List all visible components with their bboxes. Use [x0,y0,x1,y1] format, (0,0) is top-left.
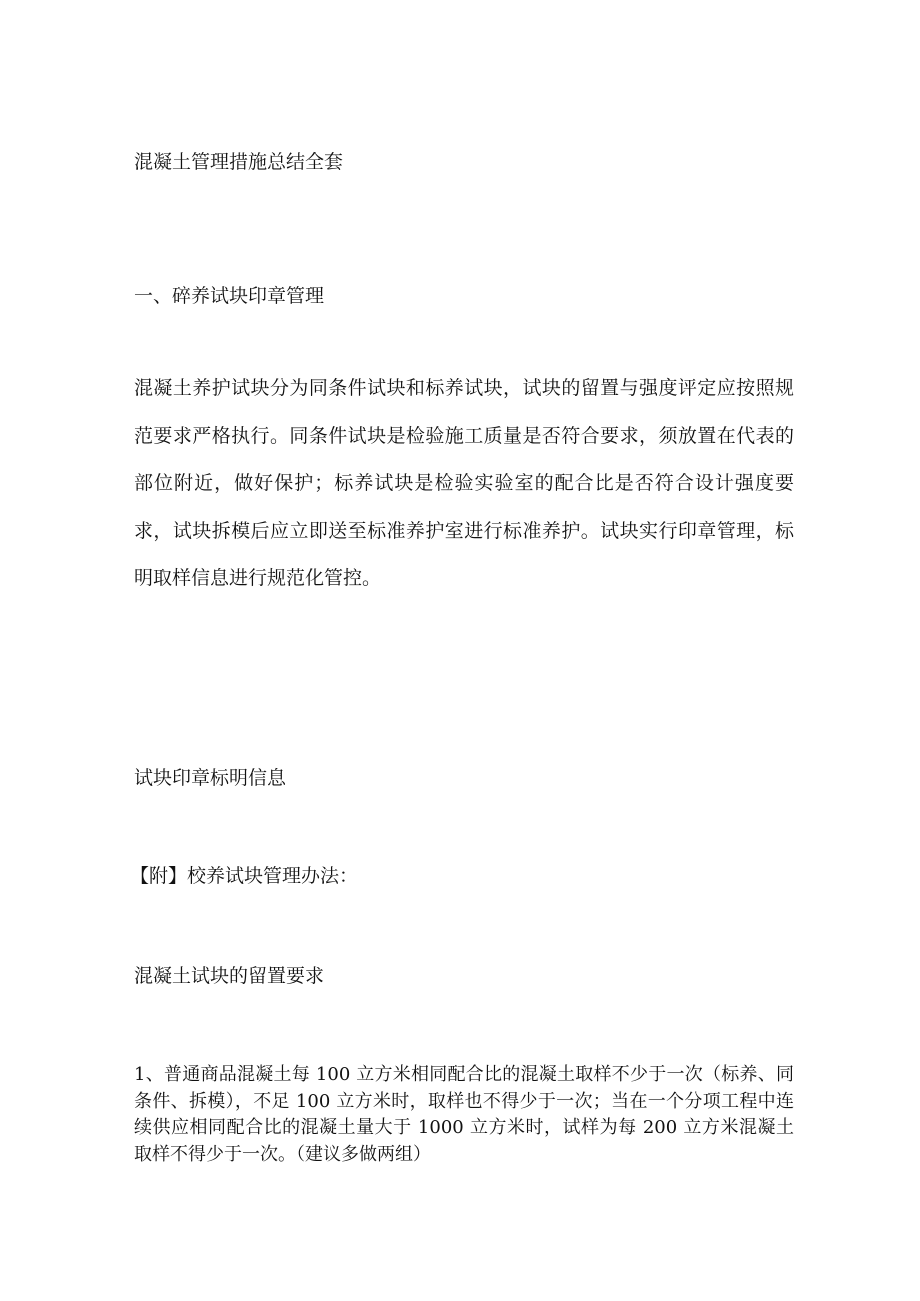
section-heading: 一、碎养试块印章管理 [134,285,325,307]
document-title: 混凝土管理措施总结全套 [134,151,344,173]
requirement-item-1: 1、普通商品混凝土每 100 立方米相同配合比的混凝土取样不少于一次（标养、同条件、拆模），不足 100 立方米时，取样也不得少于一次；当在一个分项工程中连续供应相同配合比的混凝土量大于 1000 立方米时，试样为每 200 立方米混凝土取样不得少于一次。（建议多做两组） [134,1064,794,1165]
appendix-heading: 【附】校养试块管理办法： [130,865,359,887]
retention-requirements-heading: 混凝土试块的留置要求 [134,965,325,987]
section-body-paragraph: 混凝土养护试块分为同条件试块和标养试块，试块的留置与强度评定应按照规范要求严格执行。同条件试块是检验施工质量是否符合要求，须放置在代表的部位附近，做好保护；标养试块是检验实验室的配合比是否符合设计强度要求，试块拆模后应立即送至标准养护室进行标准养护。试块实行印章管理，标明取样信息进行规范化管控。 [134,377,794,589]
stamp-info-label: 试块印章标明信息 [134,767,287,789]
